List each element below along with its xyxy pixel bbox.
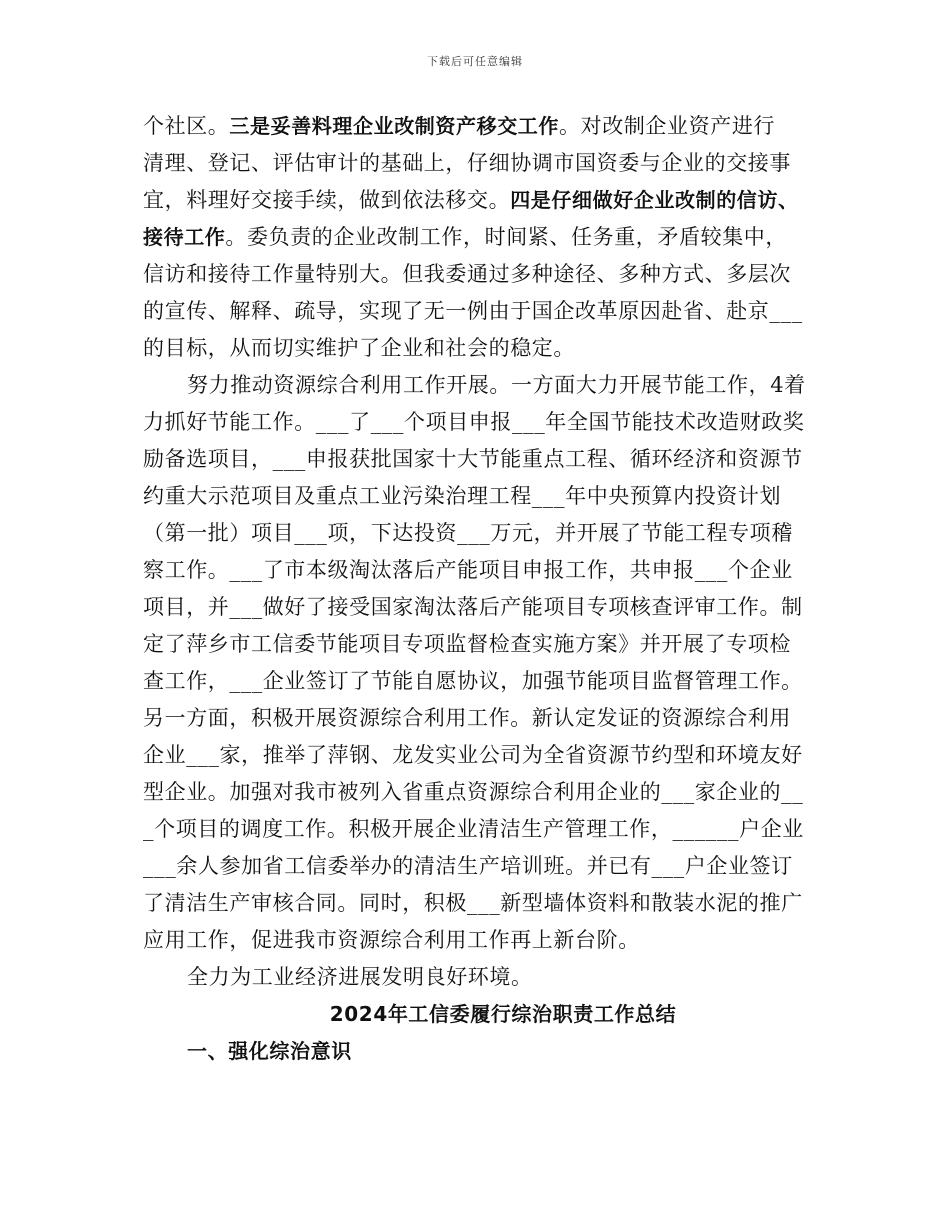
text-span: 。对改制企业资产进行 [559,114,776,138]
paragraph-line [143,182,823,219]
text-span: 宜，料理好交接手续，做到依法移交。 [143,188,511,212]
section-heading: 一、强化综治意识 [187,1039,352,1063]
paragraph-line: 定了萍乡市工信委节能项目专项监督检查实施方案》并开展了专项检 [143,632,791,656]
text-span: 。委负责的企业改制工作，时间紧、任务重，矛盾较集中， [225,225,788,249]
paragraph-line: 努力推动资源综合利用工作开展。一方面大力开展节能工作，4着 [187,373,806,397]
paragraph-line [143,219,823,256]
paragraph-line: 约重大示范项目及重点工业污染治理工程___年中央预算内投资计划 [143,484,782,508]
paragraph-line: 项目，并___做好了接受国家淘汰落后产能项目专项核查评审工作。制 [143,595,803,619]
paragraph-line: 的宣传、解释、疏导，实现了无一例由于国企改革原因赴省、赴京___ [143,299,803,323]
paragraph-line: （第一批）项目___项，下达投资___万元，并开展了节能工程专项稽 [143,521,793,545]
paragraph-line: 全力为工业经济进展发明良好环境。 [187,965,533,989]
text-span: 个社区。 [143,114,230,138]
paragraph-line: 应用工作，促进我市资源综合利用工作再上新台阶。 [143,928,640,952]
document-body [143,108,823,1070]
paragraph-line: 察工作。___了市本级淘汰落后产能项目申报工作，共申报___个企业 [143,558,793,582]
document-title: 2024年工信委履行综治职责工作总结 [329,1002,677,1026]
paragraph-line: 力抓好节能工作。___了___个项目申报___年全国节能技术改造财政奖 [143,410,805,434]
bold-point-four-cont: 接待工作 [143,225,226,249]
paragraph-line: 励备选项目，___申报获批国家十大节能重点工程、循环经济和资源节 [143,447,803,471]
page-header: 下载后可任意编辑 [427,55,523,68]
paragraph-line: 查工作，___企业签订了节能自愿协议，加强节能项目监督管理工作。 [143,669,803,693]
paragraph-line: ___余人参加省工信委举办的清洁生产培训班。并已有___户企业签订 [143,854,793,878]
paragraph-line: _个项目的调度工作。积极开展企业清洁生产管理工作，______户企业 [143,817,804,841]
paragraph-line: 了清洁生产审核合同。同时，积极___新型墙体资料和散装水泥的推广 [143,891,803,915]
paragraph-line: 信访和接待工作量特别大。但我委通过多种途径、多种方式、多层次 [143,262,791,286]
bold-point-four: 四是仔细做好企业改制的信访、 [510,188,799,212]
bold-point-three: 三是妥善料理企业改制资产移交工作 [229,114,560,138]
paragraph-line [143,108,823,145]
paragraph-line: 企业___家，推举了萍钢、龙发实业公司为全省资源节约型和环境友好 [143,743,803,767]
paragraph-line: 清理、登记、评估审计的基础上，仔细协调市国资委与企业的交接事 [143,151,791,175]
paragraph-line: 另一方面，积极开展资源综合利用工作。新认定发证的资源综合利用 [143,706,791,730]
paragraph-line: 型企业。加强对我市被列入省重点资源综合利用企业的___家企业的__ [143,780,804,804]
paragraph-line: 的目标，从而切实维护了企业和社会的稳定。 [143,336,575,360]
